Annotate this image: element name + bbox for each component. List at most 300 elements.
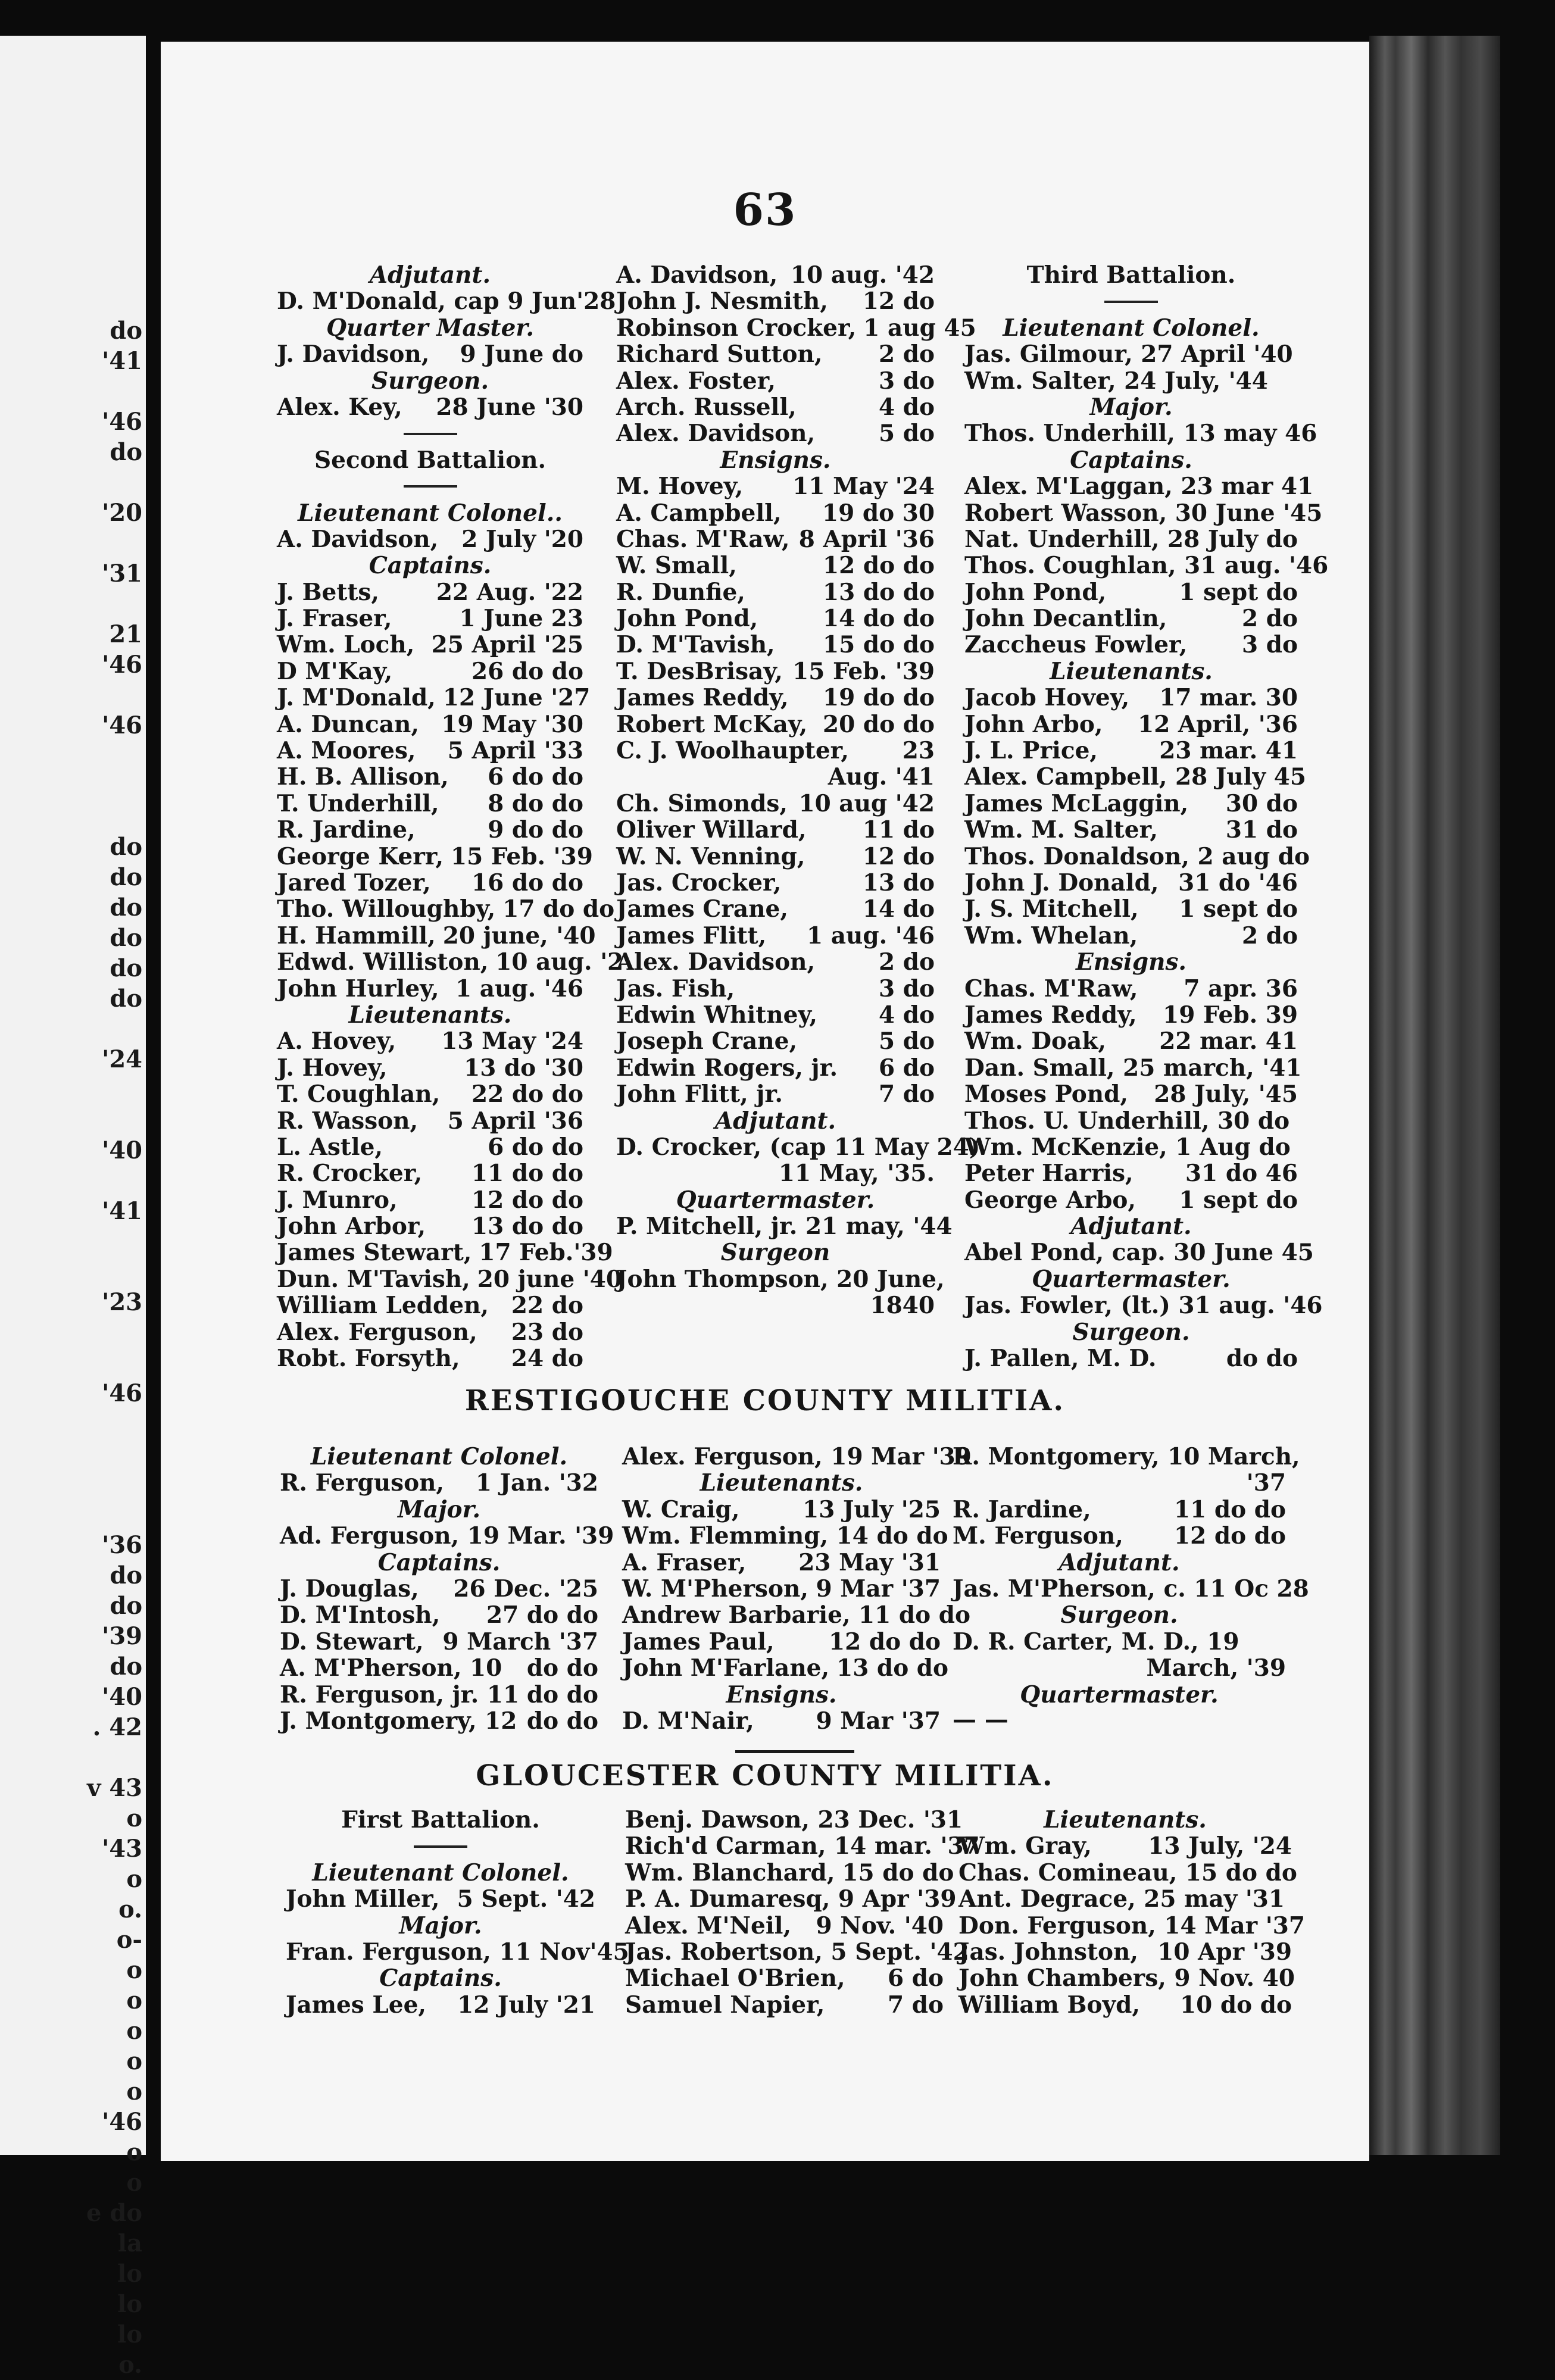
officer-name: T. DesBrisay, <box>616 657 783 685</box>
margin-fragment: o <box>126 2047 142 2075</box>
column-restigouche-staff <box>953 1443 1309 1709</box>
officer-name: Jas. M'Pherson, c. 11 Oc 28 <box>953 1575 1309 1603</box>
rank-heading: Quartermaster. <box>1020 1681 1219 1709</box>
officer-entry <box>625 1806 963 1834</box>
commission-date: 1 sept do <box>1179 895 1298 923</box>
margin-fragment: '39 <box>102 1622 142 1650</box>
commission-date: do do <box>1226 1345 1298 1373</box>
battalion-heading: Second Battalion. <box>314 446 547 474</box>
officer-entry <box>964 605 1298 632</box>
entry-continuation: 11 May, '35. <box>778 1160 935 1188</box>
officer-entry <box>625 1965 944 1991</box>
margin-fragment: '46 <box>102 1379 142 1407</box>
margin-fragment: '23 <box>102 1288 142 1316</box>
officer-entry <box>964 1292 1323 1320</box>
officer-name: M. Hovey, <box>616 473 744 501</box>
commission-date: 5 Sept. '42 <box>457 1885 595 1913</box>
entry-continuation: 1840 <box>870 1292 935 1320</box>
officer-name: C. J. Woolhaupter, <box>616 737 849 765</box>
rank-heading: Surgeon. <box>1060 1601 1178 1629</box>
officer-entry <box>953 1443 1300 1470</box>
officer-entry <box>964 579 1298 605</box>
rank-heading: Lieutenant Colonel. <box>1003 314 1260 342</box>
margin-fragment <box>0 1257 142 1287</box>
officer-name: Arch. Russell, <box>616 393 797 421</box>
officer-name: Jas. Robertson, 5 Sept. '42 <box>625 1938 969 1966</box>
battalion-heading: Third Battalion. <box>1026 261 1236 289</box>
commission-date: 22 do <box>511 1292 583 1320</box>
commission-date: 13 July, '24 <box>1148 1832 1292 1860</box>
officer-name: Jas. Fowler, (lt.) 31 aug. '46 <box>964 1292 1323 1320</box>
officer-name: R. Jardine, <box>953 1495 1091 1523</box>
officer-entry <box>964 763 1306 791</box>
officer-entry <box>953 1497 1286 1523</box>
officer-entry <box>286 1886 595 1912</box>
officer-name: Robinson Crocker, <box>616 314 857 342</box>
officer-entry <box>964 870 1298 896</box>
margin-fragment: do <box>110 1653 142 1681</box>
officer-name: Nat. Underhill, 28 July do <box>964 525 1298 553</box>
officer-name: Oliver Willard, <box>616 816 807 844</box>
officer-name: J. Munro, <box>277 1186 398 1214</box>
officer-name: D. M'Intosh, <box>280 1601 441 1629</box>
left-page-edge <box>0 36 146 2379</box>
margin-fragment <box>0 1105 142 1135</box>
rank-heading: Captains. <box>369 552 492 580</box>
officer-name: Alex. Key, <box>277 393 402 421</box>
officer-entry <box>277 791 583 817</box>
commission-date: 1 aug. '46 <box>807 922 935 949</box>
rank-heading: Surgeon. <box>371 367 489 395</box>
officer-entry <box>964 420 1317 448</box>
officer-name: J. Douglas, <box>280 1575 419 1603</box>
officer-name: Wm. Blanchard, <box>625 1859 835 1886</box>
officer-entry <box>277 1292 583 1319</box>
commission-date: 1 aug. '46 <box>455 975 583 1002</box>
officer-name: Wm. Flemming, 14 do do <box>622 1522 948 1550</box>
margin-fragment: do <box>110 438 142 466</box>
officer-name: H. Hammill, <box>277 922 436 949</box>
officer-name: Wm. Doak, <box>964 1027 1106 1055</box>
officer-name: L. Astle, <box>277 1133 383 1161</box>
officer-name: John Arbo, <box>964 710 1103 738</box>
margin-fragment <box>0 1469 142 1500</box>
officer-name: Peter Harris, <box>964 1160 1134 1188</box>
officer-name: Chas. M'Raw, <box>616 525 790 553</box>
rank-heading: Quartermaster. <box>676 1186 875 1214</box>
officer-entry <box>277 288 616 316</box>
officer-entry <box>964 1054 1302 1082</box>
officer-entry <box>953 1523 1286 1549</box>
officer-entry <box>622 1522 948 1550</box>
officer-name: Wm. Salter, 24 July, '44 <box>964 367 1268 395</box>
commission-date: 31 do '46 <box>1178 869 1298 897</box>
officer-entry <box>964 368 1298 394</box>
rank-heading: Lieutenants. <box>348 1001 512 1029</box>
officer-entry <box>958 1859 1297 1886</box>
officer-name: Ant. Degrace, 25 may '31 <box>958 1885 1285 1913</box>
officer-entry <box>622 1443 972 1470</box>
commission-date: 20 june '40 <box>477 1265 623 1293</box>
commission-date: 26 Dec. '25 <box>453 1575 598 1603</box>
officer-entry <box>280 1470 598 1496</box>
officer-name: Robt. Forsyth, <box>277 1345 460 1373</box>
officer-entry <box>286 1992 595 2018</box>
officer-name: John Thompson, 20 June, <box>616 1265 945 1293</box>
officer-entry <box>280 1602 598 1628</box>
margin-fragment: '24 <box>102 1045 142 1073</box>
officer-name: A. Fraser, <box>622 1548 747 1576</box>
margin-fragment: do <box>110 924 142 952</box>
officer-entry <box>958 1833 1292 1859</box>
column-restigouche-officers <box>280 1443 614 1735</box>
officer-name: Joseph Crane, <box>616 1027 798 1055</box>
officer-entry <box>277 1028 583 1054</box>
commission-date: 9 Mar '37 <box>816 1707 941 1735</box>
rank-heading: Lieutenants. <box>700 1469 863 1497</box>
officer-name: Wm. Whelan, <box>964 922 1138 949</box>
officer-entry <box>277 764 583 790</box>
commission-date: 5 do <box>879 420 935 448</box>
officer-entry <box>616 632 935 658</box>
officer-entry <box>280 1629 598 1655</box>
rank-heading: Adjutant. <box>1058 1548 1180 1576</box>
commission-date: 19 Feb. 39 <box>1163 1001 1298 1029</box>
officer-entry <box>625 1859 954 1886</box>
officer-name: Thos. Donaldson, 2 aug do <box>964 842 1310 870</box>
margin-fragment: e do <box>86 2199 142 2227</box>
commission-date: 13 do do <box>823 578 935 606</box>
officer-name: Wm. McKenzie, 1 Aug do <box>964 1133 1291 1161</box>
officer-name: James Reddy, <box>616 684 789 712</box>
officer-name: George Arbo, <box>964 1186 1136 1214</box>
commission-date: 13 do do <box>472 1213 583 1241</box>
left-margin-fragments <box>0 316 146 2380</box>
officer-entry <box>280 1708 598 1734</box>
officer-entry <box>616 844 935 870</box>
margin-fragment: '20 <box>102 499 142 527</box>
commission-date: 2 do <box>1242 922 1298 949</box>
commission-date: 6 do do <box>488 1133 583 1161</box>
margin-fragment: '46 <box>102 651 142 679</box>
commission-date: 11 do <box>862 816 935 844</box>
commission-date: 10 aug. '42 <box>790 261 935 289</box>
commission-date: 16 do do <box>472 869 583 897</box>
margin-fragment: lo <box>117 2320 142 2348</box>
officer-entry <box>964 499 1323 527</box>
commission-date: 1 June 23 <box>459 605 583 633</box>
commission-date: 1 aug 45 <box>863 314 976 342</box>
commission-date: 3 do <box>879 975 935 1002</box>
short-rule <box>286 1833 595 1859</box>
restigouche-county-title: RESTIGOUCHE COUNTY MILITIA. <box>464 1384 1066 1417</box>
margin-fragment <box>0 801 142 832</box>
column-gloucester-captains <box>625 1806 980 2019</box>
commission-date: 17 Feb.'39 <box>479 1239 613 1267</box>
margin-fragment <box>0 1408 142 1439</box>
commission-date: 9 Mar '37 <box>816 1575 941 1603</box>
officer-entry <box>953 1575 1309 1603</box>
officer-entry <box>616 262 935 288</box>
margin-fragment <box>0 680 142 710</box>
margin-fragment: o- <box>116 1926 142 1954</box>
officer-name: John Pond, <box>616 605 758 633</box>
margin-fragment: '36 <box>102 1531 142 1559</box>
commission-date: 12 do <box>862 842 935 870</box>
officer-entry <box>616 1002 935 1028</box>
officer-name: John M'Farlane, <box>622 1654 830 1682</box>
officer-name: J. Davidson, <box>277 341 430 368</box>
officer-name: T. Underhill, <box>277 789 439 817</box>
officer-entry <box>625 1938 969 1966</box>
officer-entry <box>277 684 591 712</box>
officer-name: Chas. Comineau, 15 do do <box>958 1859 1297 1886</box>
margin-fragment: do <box>110 1592 142 1620</box>
margin-fragment: v 43 <box>87 1774 142 1802</box>
officer-entry <box>277 579 583 605</box>
margin-fragment <box>0 1500 142 1530</box>
commission-date: 6 do <box>888 1964 944 1992</box>
commission-date: 12 do do <box>1174 1522 1286 1550</box>
officer-name: R. Crocker, <box>277 1160 423 1188</box>
officer-entry <box>616 791 935 817</box>
officer-name: J. L. Price, <box>964 737 1098 765</box>
officer-name: Richard Sutton, <box>616 341 823 368</box>
commission-date: 2 do <box>1242 605 1298 633</box>
officer-name: Alex. Foster, <box>616 367 776 395</box>
officer-name: Jas. Fish, <box>616 975 735 1002</box>
officer-entry <box>964 842 1310 870</box>
officer-entry <box>616 923 935 949</box>
officer-name: William Boyd, <box>958 1991 1140 2019</box>
officer-name: J. Hovey, <box>277 1054 388 1082</box>
commission-date: 30 do <box>1225 789 1298 817</box>
officer-entry <box>616 500 935 526</box>
officer-name: W. N. Venning, <box>616 842 805 870</box>
officer-entry <box>616 605 935 632</box>
officer-entry <box>964 896 1298 922</box>
margin-fragment: do <box>110 1561 142 1589</box>
rank-heading: Surgeon <box>720 1239 830 1267</box>
officer-entry <box>964 1002 1298 1028</box>
commission-date: 20 june, '40 <box>442 922 596 949</box>
officer-name: Edwin Rogers, jr. <box>616 1054 838 1082</box>
officer-entry <box>964 473 1314 501</box>
officer-entry <box>277 1160 583 1186</box>
officer-entry <box>286 1938 629 1966</box>
commission-date: 2 do <box>879 948 935 976</box>
officer-entry <box>277 895 615 923</box>
commission-date: 15 Feb. '39 <box>451 842 593 870</box>
commission-date: 23 May '31 <box>798 1548 941 1576</box>
officer-name: H. B. Allison, <box>277 763 449 791</box>
officer-entry <box>616 949 935 975</box>
officer-name: W. Small, <box>616 552 737 580</box>
officer-entry <box>616 976 935 1002</box>
officer-name: W. Craig, <box>622 1495 740 1523</box>
margin-fragment: '41 <box>102 1197 142 1225</box>
officer-name: Alex. M'Laggan, 23 mar 41 <box>964 473 1314 501</box>
officer-name: D. Stewart, <box>280 1628 424 1656</box>
officer-name: Ch. Simonds, <box>616 789 788 817</box>
commission-date: 17 mar. 30 <box>1159 684 1298 712</box>
rank-heading: Lieutenants. <box>1050 657 1213 685</box>
officer-name: D. M'Tavish, <box>616 631 775 659</box>
officer-entry <box>616 288 935 314</box>
column-gloucester-first-battalion <box>286 1806 629 2019</box>
officer-name: Thos. U. Underhill, 30 do <box>964 1107 1290 1135</box>
margin-fragment: o <box>126 2138 142 2166</box>
commission-date: 22 do do <box>472 1080 583 1108</box>
officer-name: Fran. Ferguson, 11 Nov'45 <box>286 1938 629 1966</box>
officer-name: W. M'Pherson, <box>622 1575 808 1603</box>
margin-fragment: lo <box>117 2260 142 2288</box>
rank-heading: Quarter Master. <box>326 314 534 342</box>
commission-date: 4 do <box>879 1001 935 1029</box>
column-restigouche-lieutenants <box>622 1443 972 1735</box>
officer-name: Alex. Campbell, 28 July 45 <box>964 763 1306 791</box>
rank-heading: Ensigns. <box>726 1681 837 1709</box>
commission-date: 12 April, '36 <box>1138 710 1298 738</box>
officer-entry <box>953 1629 1286 1655</box>
page-number: 63 <box>733 185 797 236</box>
officer-entry <box>277 1055 583 1081</box>
rank-heading: Surgeon. <box>1072 1318 1190 1346</box>
rank-heading: Captains. <box>379 1964 502 1992</box>
officer-entry <box>625 1913 944 1939</box>
officer-name: Abel Pond, cap. 30 June 45 <box>964 1239 1314 1267</box>
margin-fragment <box>0 1317 142 1348</box>
commission-date: 12 June '27 <box>442 684 591 712</box>
officer-name: Alex. Davidson, <box>616 948 816 976</box>
officer-name: George Kerr, <box>277 842 444 870</box>
officer-entry <box>958 1912 1305 1939</box>
officer-entry <box>277 1134 583 1160</box>
officer-entry <box>616 579 935 605</box>
commission-date: 7 do <box>879 1080 935 1108</box>
officer-name: Alex. Davidson, <box>616 420 816 448</box>
margin-fragment: '40 <box>102 1683 142 1711</box>
officer-name: Robert Wasson, 30 June '45 <box>964 499 1323 527</box>
officer-entry <box>616 870 935 896</box>
rank-heading: Adjutant. <box>1070 1213 1192 1241</box>
officer-entry <box>616 896 935 922</box>
officer-name: T. Coughlan, <box>277 1080 441 1108</box>
commission-date: 9 Nov. '40 <box>816 1912 944 1939</box>
rank-heading: Lieutenant Colonel.. <box>298 499 563 527</box>
officer-entry <box>958 1964 1295 1992</box>
officer-name: J. Montgomery, 12 <box>280 1707 517 1735</box>
trailing-dashes: — — <box>953 1706 1008 1734</box>
officer-entry <box>277 1213 583 1239</box>
gloucester-county-title: GLOUCESTER COUNTY MILITIA. <box>476 1759 1054 1792</box>
officer-name: Jas. Johnston, <box>958 1938 1138 1966</box>
margin-fragment <box>0 1348 142 1378</box>
commission-date: 22 Aug. '22 <box>436 578 583 606</box>
rank-heading: Quartermaster. <box>1032 1265 1231 1293</box>
commission-date: do do <box>526 1681 598 1709</box>
rank-heading: Adjutant. <box>369 261 491 289</box>
officer-name: Moses Pond, <box>964 1080 1128 1108</box>
commission-date: 15 Feb. '39 <box>792 657 935 685</box>
officer-entry <box>625 1992 944 2018</box>
officer-name: William Ledden, <box>277 1292 489 1320</box>
officer-name: R. Dunfie, <box>616 578 745 606</box>
officer-entry <box>280 1576 598 1602</box>
officer-entry <box>277 632 583 658</box>
rank-heading: Captains. <box>377 1548 501 1576</box>
officer-name: Jas. Crocker, <box>616 869 782 897</box>
officer-name: Zaccheus Fowler, <box>964 631 1188 659</box>
margin-fragment: o <box>126 1987 142 2014</box>
officer-entry <box>277 976 583 1002</box>
officer-name: A. Davidson, <box>616 261 778 289</box>
officer-name: D M'Kay, <box>277 657 393 685</box>
officer-name: James Flitt, <box>616 922 767 949</box>
officer-entry <box>616 817 935 843</box>
commission-date: 10 do do <box>1180 1991 1292 2019</box>
commission-date: 19 May '30 <box>441 710 583 738</box>
officer-entry <box>964 976 1298 1002</box>
commission-date: 19 do 30 <box>822 499 935 527</box>
page <box>161 42 1369 2161</box>
officer-entry <box>277 526 583 552</box>
commission-date: 11 do do <box>1174 1495 1286 1523</box>
officer-entry <box>964 1028 1298 1054</box>
commission-date: 13 do do <box>836 1654 949 1682</box>
officer-name: James Reddy, <box>964 1001 1137 1029</box>
margin-fragment <box>0 1075 142 1105</box>
margin-fragment: o <box>126 2017 142 2045</box>
officer-entry <box>964 1134 1298 1160</box>
officer-entry <box>277 1265 623 1293</box>
commission-date: 4 do <box>879 393 935 421</box>
officer-entry <box>964 552 1329 580</box>
officer-name: John Pond, <box>964 578 1107 606</box>
rank-heading: Lieutenant Colonel. <box>312 1859 569 1886</box>
short-rule <box>277 473 583 499</box>
officer-entry <box>964 1081 1298 1107</box>
officer-name: R. Ferguson, jr. 11 <box>280 1681 520 1709</box>
officer-entry <box>280 1522 614 1550</box>
commission-date: 5 April '36 <box>447 1107 583 1135</box>
officer-name: John J. Donald, <box>964 869 1159 897</box>
commission-date: 11 May '24 <box>792 473 935 501</box>
commission-date: 2 July '20 <box>461 525 583 553</box>
officer-entry <box>277 1108 583 1134</box>
rank-heading: Adjutant. <box>714 1107 836 1135</box>
commission-date: 17 do do <box>502 895 615 923</box>
officer-name: Wm. M. Salter, <box>964 816 1158 844</box>
officer-name: D. M'Nair, <box>622 1707 754 1735</box>
rank-heading: Major. <box>397 1495 481 1523</box>
margin-fragment: . 42 <box>92 1713 142 1741</box>
officer-entry <box>277 1319 583 1345</box>
officer-entry <box>622 1708 941 1734</box>
officer-name: John Flitt, jr. <box>616 1080 783 1108</box>
margin-fragment <box>0 1166 142 1196</box>
officer-entry <box>622 1654 949 1682</box>
officer-name: Jacob Hovey, <box>964 684 1130 712</box>
officer-name: James Lee, <box>286 1991 426 2019</box>
margin-fragment <box>0 1439 142 1469</box>
officer-name: Jared Tozer, <box>277 869 431 897</box>
officer-name: D. Crocker, (cap 11 May 24) <box>616 1133 981 1161</box>
officer-name: J. Pallen, M. D. <box>964 1345 1157 1373</box>
column-gloucester-lieutenants <box>958 1806 1305 2019</box>
officer-entry <box>964 1108 1298 1134</box>
officer-entry <box>616 738 935 764</box>
